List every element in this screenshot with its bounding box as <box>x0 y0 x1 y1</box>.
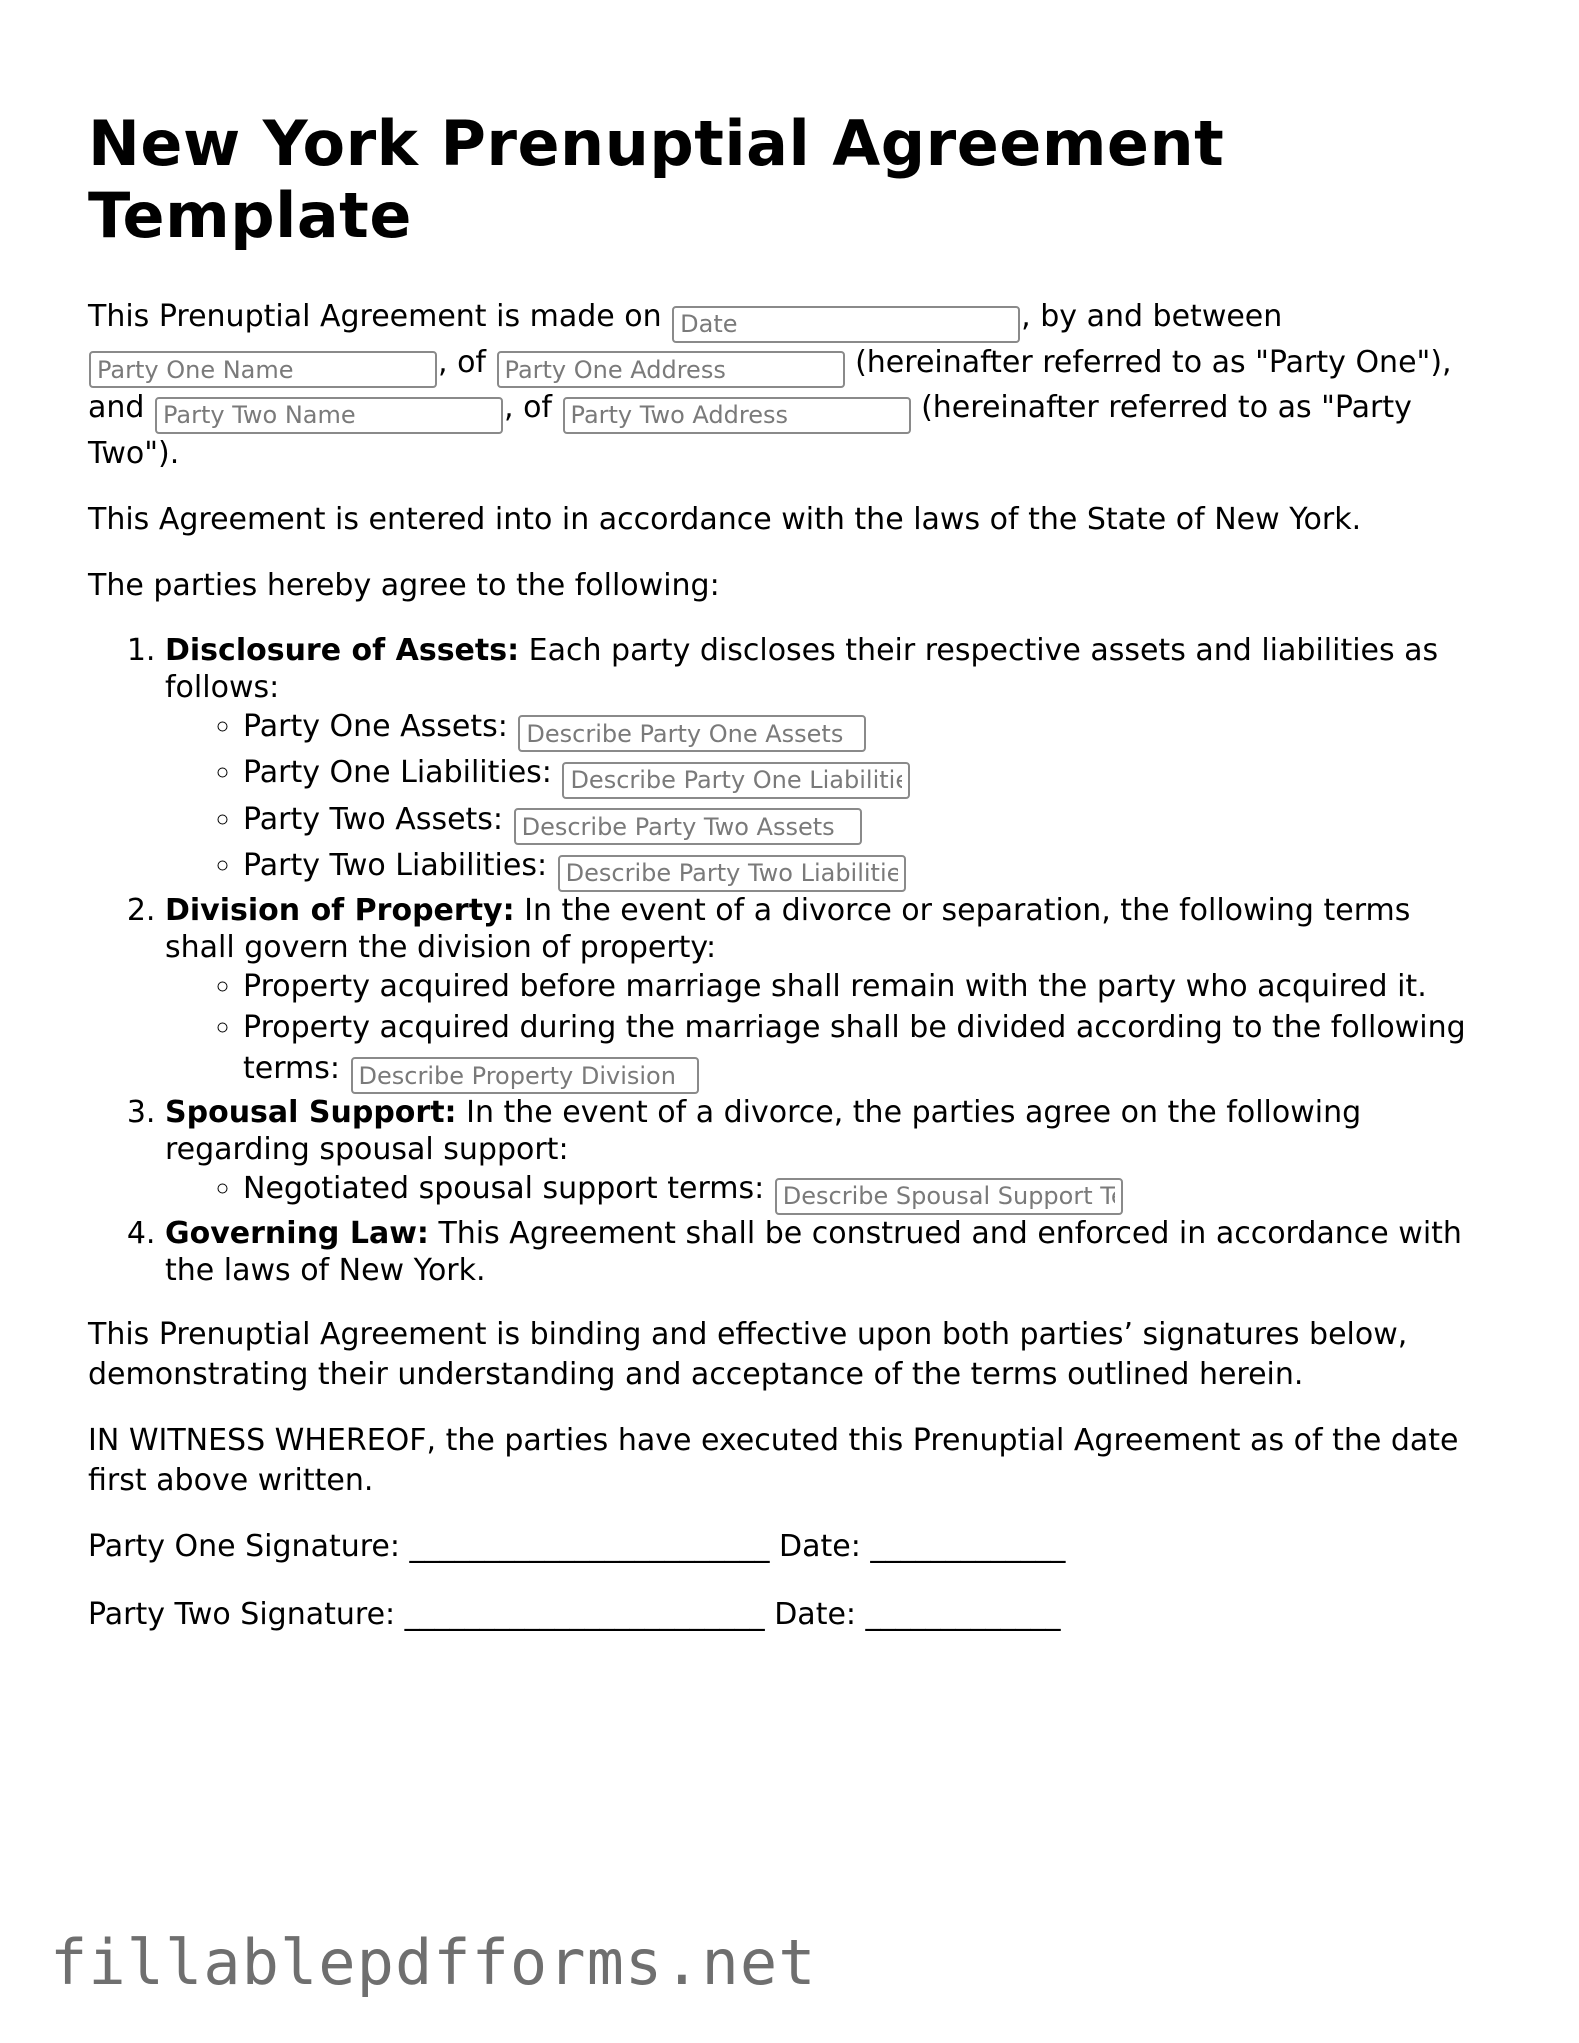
party-two-assets-input[interactable] <box>514 808 862 845</box>
disclosure-items <box>165 706 1488 892</box>
intro-text-6: (hereinafter referred to as "Party Two"). <box>88 390 1412 471</box>
division-heading: Division of Property: <box>165 892 515 928</box>
party-one-assets-label: Party One Assets: <box>243 708 508 744</box>
division-item-2-text: Property acquired during the marriage shall be divided according to the following terms: <box>243 1009 1466 1086</box>
list-item: ◦ Property acquired before marriage shall remain with the party who acquired it. <box>243 966 1488 1007</box>
party-two-liabilities-input[interactable] <box>558 855 906 892</box>
agree-statement: The parties hereby agree to the following: <box>88 567 720 603</box>
terms-list <box>88 632 1488 1289</box>
party-one-liabilities-label: Party One Liabilities: <box>243 755 552 790</box>
page-title: New York Prenuptial Agreement Template <box>88 107 1225 252</box>
party-one-name-input[interactable] <box>89 351 437 388</box>
witness-statement: IN WITNESS WHEREOF, the parties have executed this Prenuptial Agreement as of the date first above written. <box>88 1422 1459 1498</box>
party-two-assets-label: Party Two Assets: <box>243 801 504 837</box>
binding-statement: This Prenuptial Agreement is binding and effective upon both parties’ signatures below, demonstrating their understanding and acceptance of the terms outlined herein. <box>88 1316 1408 1392</box>
support-text: In the event of a divorce, the parties agree on the following regarding spousal support: <box>165 1095 1362 1167</box>
list-item <box>243 845 1488 892</box>
list-item <box>243 752 1488 799</box>
watermark: fillablepdfforms.net <box>50 1926 817 1999</box>
governing-text: This Agreement shall be construed and enforced in accordance with the laws of New York. <box>165 1215 1462 1288</box>
intro-paragraph <box>88 297 1488 474</box>
governing-section <box>165 1215 1488 1289</box>
list-item <box>243 799 1488 846</box>
party-two-signature-line: Party Two Signature: ________________________ Date: _____________ <box>88 1596 1061 1632</box>
party-one-assets-input[interactable] <box>518 715 866 752</box>
division-text: In the event of a divorce or separation, the following terms shall govern the division of property: <box>165 892 1411 965</box>
disclosure-text: Each party discloses their respective assets and liabilities as follows: <box>165 632 1439 705</box>
party-two-address-input[interactable] <box>563 397 911 434</box>
party-two-liabilities-label: Party Two Liabilities: <box>243 848 548 883</box>
support-items <box>165 1168 1488 1215</box>
disclosure-heading: Disclosure of Assets: <box>165 632 520 668</box>
law-statement: This Agreement is entered into in accordance with the laws of the State of New York. <box>88 501 1362 537</box>
support-item-label: Negotiated spousal support terms: <box>243 1171 765 1206</box>
party-one-signature-line: Party One Signature: ________________________ Date: _____________ <box>88 1528 1066 1564</box>
intro-text-4: (hereinafter referred to as "Party One"), and <box>88 344 1452 425</box>
list-item <box>243 706 1488 753</box>
support-heading: Spousal Support: <box>165 1095 457 1130</box>
document-page <box>88 108 1488 1663</box>
governing-heading: Governing Law: <box>165 1215 429 1251</box>
division-items <box>165 966 1488 1095</box>
disclosure-section <box>165 632 1488 892</box>
party-one-address-input[interactable] <box>497 351 845 388</box>
intro-text-3: , of <box>438 344 486 380</box>
list-item <box>243 1168 1488 1215</box>
intro-text-1: This Prenuptial Agreement is made on <box>88 299 662 334</box>
division-section <box>165 892 1488 1095</box>
spousal-support-input[interactable] <box>775 1178 1123 1215</box>
party-one-liabilities-input[interactable] <box>562 762 910 799</box>
support-section <box>165 1094 1488 1215</box>
party-two-name-input[interactable] <box>155 397 503 434</box>
property-division-input[interactable] <box>351 1057 699 1094</box>
date-input[interactable] <box>672 306 1020 343</box>
intro-text-5: , of <box>504 390 552 425</box>
intro-text-2: , by and between <box>1021 299 1283 334</box>
list-item <box>243 1007 1488 1095</box>
